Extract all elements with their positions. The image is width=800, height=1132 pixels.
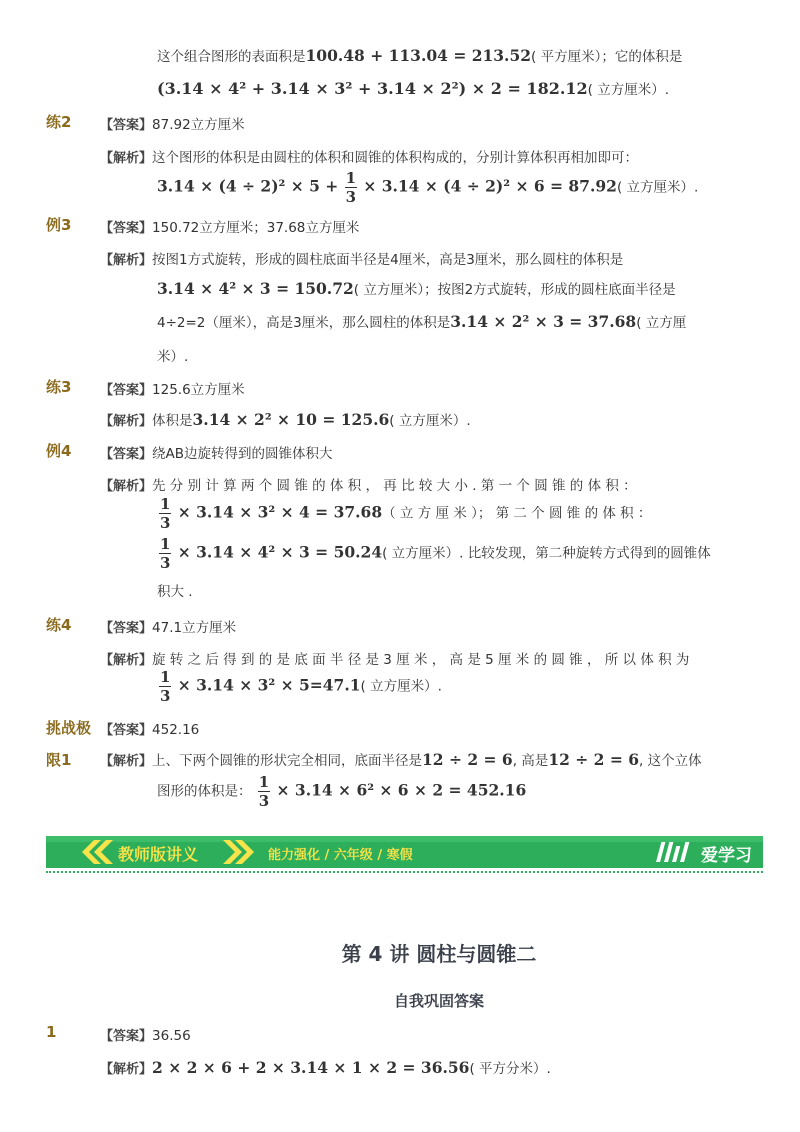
math-expression: × 3.14 × 4² × 3 = 50.24 <box>177 542 383 562</box>
problem-tag: 练2 <box>46 113 72 131</box>
math-expression: 3.14 × (4 ÷ 2)² × 5 + <box>157 176 339 196</box>
explanation-math-line <box>157 774 526 809</box>
question-number: 1 <box>46 1023 57 1041</box>
explanation-label: 【解析】 <box>100 414 153 429</box>
answer-line <box>100 1025 191 1044</box>
explanation-line <box>100 1057 551 1077</box>
denominator: 3 <box>160 554 171 572</box>
text: ( 立方厘米）. <box>360 678 442 695</box>
answer-text: 绕AB边旋转得到的圆锥体积大 <box>152 446 333 462</box>
fraction <box>159 536 171 571</box>
explanation-label: 【解析】 <box>100 479 153 494</box>
denominator: 3 <box>160 514 171 532</box>
explanation-label: 【解析】 <box>100 653 153 668</box>
text: ( 立方厘米）. <box>389 413 471 429</box>
text: 体积是 <box>152 413 193 429</box>
numerator: 1 <box>160 535 171 553</box>
fraction <box>345 170 357 205</box>
explanation-label: 【解析】 <box>100 754 153 769</box>
problem-tag: 挑战极 <box>46 719 92 737</box>
math-expression: × 3.14 × 3² × 4 = 37.68 <box>177 502 383 522</box>
text: （ 立 方 厘 米 ）； 第 二 个 圆 锥 的 体 积 ： <box>382 505 652 522</box>
explanation-line <box>100 749 702 769</box>
text: , 高是 <box>512 753 549 769</box>
denominator: 3 <box>258 792 270 810</box>
answer-label: 【答案】 <box>100 1029 153 1044</box>
math-expression: × 3.14 × 3² × 5=47.1 <box>177 675 361 695</box>
explanation-line <box>100 146 638 166</box>
explanation-line-4: 积大 . <box>157 584 193 600</box>
fraction <box>258 774 270 809</box>
text: ( 平方厘米）；它的体积是 <box>531 49 683 65</box>
answer-text: 36.56 <box>152 1028 191 1044</box>
numerator: 1 <box>160 668 171 686</box>
section-subtitle: 自我巩固答案 <box>393 992 484 1010</box>
text: ( 平方分米）. <box>469 1061 551 1077</box>
answer-line <box>100 113 245 133</box>
text: ( 立方厘米）；按图2方式旋转，形成的圆柱底面半径是 <box>353 282 676 298</box>
explanation-line-2 <box>157 278 676 298</box>
explanation-math-line <box>157 170 698 205</box>
text: , 这个立体 <box>639 753 702 769</box>
text: 这个组合图形的表面积是 <box>157 49 306 65</box>
math-expression: 12 ÷ 2 = 6 <box>422 750 513 769</box>
explanation-text: 按图1方式旋转，形成的圆柱底面半径是4厘米，高是3厘米，那么圆柱的体积是 <box>152 252 624 268</box>
answer-text: 150.72立方厘米；37.68立方厘米 <box>152 220 360 236</box>
answer-line <box>100 216 359 236</box>
denominator: 3 <box>345 188 357 206</box>
breadcrumb: 能力强化 / 六年级 / 寒假 <box>268 848 413 863</box>
answer-line <box>100 442 333 462</box>
answer-text: 125.6立方厘米 <box>152 382 245 398</box>
answer-text: 47.1立方厘米 <box>152 620 237 636</box>
text: 上、下两个圆锥的形状完全相同，底面半径是 <box>152 753 423 769</box>
answer-label: 【答案】 <box>100 447 153 462</box>
explanation-math-line <box>157 669 442 704</box>
answer-label: 【答案】 <box>100 118 153 133</box>
text: ( 立方厘 <box>636 315 687 331</box>
text: 4÷2=2（厘米），高是3厘米，那么圆柱的体积是 <box>157 315 451 331</box>
explanation-text: 这个图形的体积是由圆柱的体积和圆锥的体积构成的，分别计算体积再相加即可： <box>152 150 639 166</box>
math-expression: × 3.14 × (4 ÷ 2)² × 6 = 87.92 <box>363 176 617 196</box>
problem-tag: 练4 <box>46 616 72 634</box>
teacher-edition-label: 教师版讲义 <box>118 845 199 864</box>
explanation-text: 先 分 别 计 算 两 个 圆 锥 的 体 积 ， 再 比 较 大 小 . 第 一 个 圆 锥 的 体 积 ： <box>152 478 637 494</box>
text: 图形的体积是： <box>157 783 252 800</box>
section-banner <box>46 836 763 868</box>
answer-line <box>100 616 236 636</box>
explanation-label: 【解析】 <box>100 253 153 268</box>
dotted-divider <box>46 871 763 873</box>
brand-name: 爱学习 <box>701 846 752 866</box>
answer-text: 87.92立方厘米 <box>152 117 245 133</box>
explanation-math-line <box>157 536 711 571</box>
answer-label: 【答案】 <box>100 383 153 398</box>
numerator: 1 <box>258 773 270 791</box>
math-expression: 3.14 × 4² × 3 = 150.72 <box>157 279 354 298</box>
answer-label: 【答案】 <box>100 621 153 636</box>
text: ( 立方厘米）. <box>616 179 699 196</box>
explanation-label: 【解析】 <box>100 151 153 166</box>
answer-text: 452.16 <box>152 722 200 738</box>
problem-tag-2: 限1 <box>46 751 72 769</box>
continuation-line-1 <box>157 45 682 65</box>
fraction <box>159 669 171 704</box>
problem-tag: 练3 <box>46 378 72 396</box>
explanation-line <box>100 648 689 668</box>
math-expression: 3.14 × 2² × 3 = 37.68 <box>450 312 637 331</box>
denominator: 3 <box>160 687 171 705</box>
math-expression: (3.14 × 4² + 3.14 × 3² + 3.14 × 2²) × 2 = 182.12 <box>157 79 588 98</box>
explanation-line <box>100 248 623 268</box>
problem-tag: 例4 <box>46 442 72 460</box>
continuation-line-2 <box>157 78 669 98</box>
math-expression: 100.48 + 113.04 = 213.52 <box>305 46 532 65</box>
explanation-line-3 <box>157 311 686 331</box>
math-expression: 12 ÷ 2 = 6 <box>548 750 640 769</box>
explanation-line-4: 米）. <box>157 349 189 365</box>
numerator: 1 <box>345 169 357 187</box>
answer-line <box>100 378 245 398</box>
explanation-text: 旋 转 之 后 得 到 的 是 底 面 半 径 是 3 厘 米 ， 高 是 5 厘 米 的 圆 锥 ， 所 以 体 积 为 <box>152 652 690 668</box>
answer-label: 【答案】 <box>100 723 153 738</box>
numerator: 1 <box>160 495 171 513</box>
problem-tag: 例3 <box>46 216 72 234</box>
answer-label: 【答案】 <box>100 221 153 236</box>
text: ( 立方厘米）. <box>587 82 670 98</box>
answer-line <box>100 719 199 738</box>
math-expression: 3.14 × 2² × 10 = 125.6 <box>192 410 390 429</box>
explanation-line <box>100 409 471 429</box>
math-expression: 2 × 2 × 6 + 2 × 3.14 × 1 × 2 = 36.56 <box>152 1058 470 1077</box>
text: ( 立方厘米）. 比较发现，第二种旋转方式得到的圆锥体 <box>382 545 711 562</box>
explanation-math-line <box>157 496 651 531</box>
explanation-label: 【解析】 <box>100 1062 153 1077</box>
fraction <box>159 496 171 531</box>
explanation-line <box>100 474 637 494</box>
lecture-title: 第 4 讲 圆柱与圆锥二 <box>341 942 537 966</box>
math-expression: × 3.14 × 6² × 6 × 2 = 452.16 <box>276 780 527 800</box>
